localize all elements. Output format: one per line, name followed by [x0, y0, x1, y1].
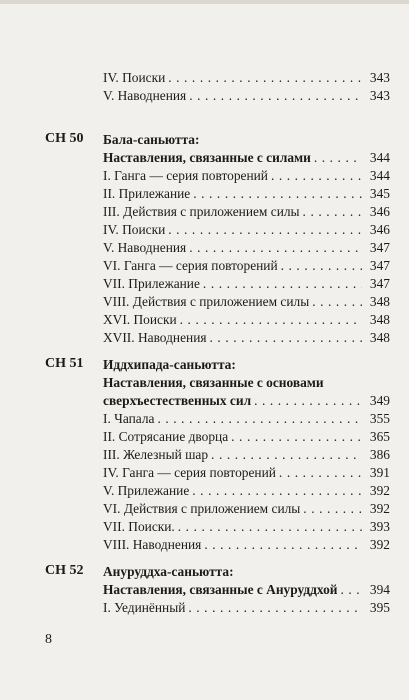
toc-entry: XVI. Поиски . . . 348	[103, 310, 390, 328]
page-number: 8	[45, 632, 52, 647]
toc-entry: XVII. Наводнения . . . 348	[103, 328, 390, 346]
toc-entry: VII. Прилежание . . . 347	[103, 274, 390, 292]
toc-entry: II. Сотрясание дворца . . . 365	[103, 427, 390, 445]
section-heading: Иддхипада-саньютта:	[103, 357, 236, 372]
toc-entry: V. Прилежание . . . 392	[103, 481, 390, 499]
section-label: СН 52	[45, 563, 84, 578]
toc-entry: VIII. Наводнения . . . 392	[103, 535, 390, 553]
toc-entry: I. Ганга — серия повторений . . . 344	[103, 166, 390, 184]
top-edge	[0, 0, 409, 4]
section-label: СН 51	[45, 356, 84, 371]
toc-entry: сверхъестественных сил . . . 349	[103, 391, 390, 409]
toc-continuation	[103, 68, 390, 104]
toc-entry: IV. Ганга — серия повторений . . . 391	[103, 463, 390, 481]
toc-entry: VI. Действия с приложением силы . . . 392	[103, 499, 390, 517]
toc-entry: Наставления, связанные с силами . . . 344	[103, 148, 390, 166]
toc-entry: VII. Поиски. . . . 393	[103, 517, 390, 535]
toc-entry: III. Действия с приложением силы . . . 346	[103, 202, 390, 220]
toc-entry: I. Чапала . . . 355	[103, 409, 390, 427]
toc-entry: V. Наводнения . . . 343	[103, 86, 390, 104]
toc-entry: II. Прилежание . . . 345	[103, 184, 390, 202]
toc-entry: VI. Ганга — серия повторений . . . 347	[103, 256, 390, 274]
toc-entry: Наставления, связанные с Ануруддхой . . . 394	[103, 580, 390, 598]
toc-entry: IV. Поиски . . . 346	[103, 220, 390, 238]
toc-entry: VIII. Действия с приложением силы . . . 348	[103, 292, 390, 310]
section-heading: Бала-саньютта:	[103, 132, 200, 147]
toc-entry: V. Наводнения . . . 347	[103, 238, 390, 256]
section-heading: Ануруддха-саньютта:	[103, 564, 234, 579]
toc-entry: I. Уединённый . . . 395	[103, 598, 390, 616]
toc-entry: III. Железный шар . . . 386	[103, 445, 390, 463]
toc-entry: IV. Поиски . . . 343	[103, 68, 390, 86]
section-heading-line2: Наставления, связанные с основами	[103, 375, 324, 390]
section-label: СН 50	[45, 131, 84, 146]
